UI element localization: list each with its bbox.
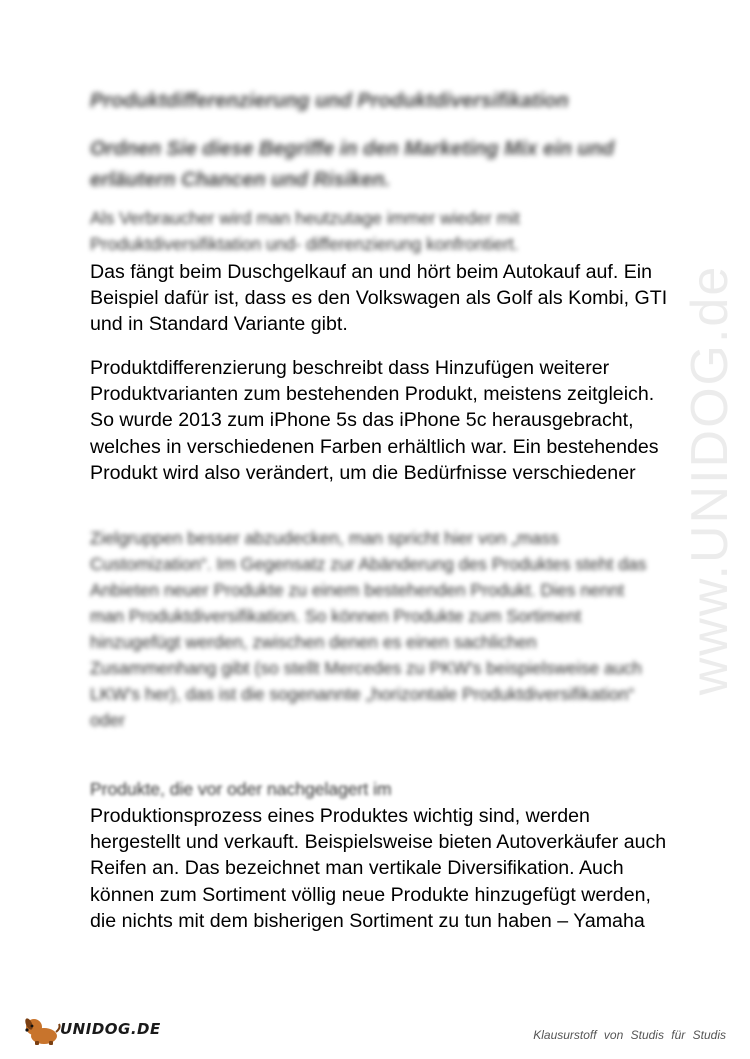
blurred-fragment-line: Produkte, die vor oder nachgelagert im [90, 779, 392, 799]
unidog-logo[interactable] [22, 1010, 162, 1046]
intro-paragraph: Das fängt beim Duschgelkauf an und hört beim Autokauf auf. Ein Beispiel dafür ist, dass es den Volkswagen als Golf als Kombi, GTI und in Standard Variante gibt. [90, 261, 668, 336]
diversification-blurred-text: Zielgruppen besser abzudecken, man spricht hier von „mass Customization“. Im Gegensatz zur Abänderung des Produktes steht das Anbieten neuer Produkte zu einem bestehenden Produkt. Dies nennt man Produktdiversifikation. So können Produkte zum Sortiment hinzugefügt werden, zwischen denen es einen sachlichen Zusammenhang gibt (so stellt Mercedes zu PKW's beispielsweise auch LKW's her), das ist die sogenannte „horizontale Produktdiversifikation“ oder [90, 528, 647, 730]
dog-icon [22, 1012, 62, 1046]
logo-wordmark: UNIDOG.DE [60, 1020, 161, 1038]
intro-blurred-text: Als Verbraucher wird man heutzutage immer wieder mit Produktdiversifiktation und- differenzierung konfrontiert. [90, 208, 520, 254]
differentiation-paragraph: Produktdifferenzierung beschreibt dass Hinzufügen weiterer Produktvarianten zum bestehenden Produkt, meistens zeitgleich. So wurde 2013 zum iPhone 5s das iPhone 5c herausgebracht, welches in verschiedenen Farben erhältlich war. Ein bestehendes Produkt wird also verändert, um die Bedürfnisse verschiedener [90, 357, 659, 484]
watermark: www.UNIDOG.de [681, 264, 739, 696]
document-title: Produktdifferenzierung und Produktdiversifikation [90, 90, 569, 112]
footer-tagline: Klausurstoff von Studis für Studis [533, 1028, 726, 1042]
document-subtitle: Ordnen Sie diese Begriffe in den Marketing Mix ein und erläutern Chancen und Risiken. [90, 138, 615, 191]
vertical-diversification-paragraph: Produktionsprozess eines Produktes wichtig sind, werden hergestellt und verkauft. Beispielsweise bieten Autoverkäufer auch Reifen an. Das bezeichnet man vertikale Diversifikation. Auch können zum Sortiment völlig neue Produkte hinzugefügt werden, die nichts mit dem bisherigen Sortiment zu tun haben – Yamaha [90, 805, 667, 932]
